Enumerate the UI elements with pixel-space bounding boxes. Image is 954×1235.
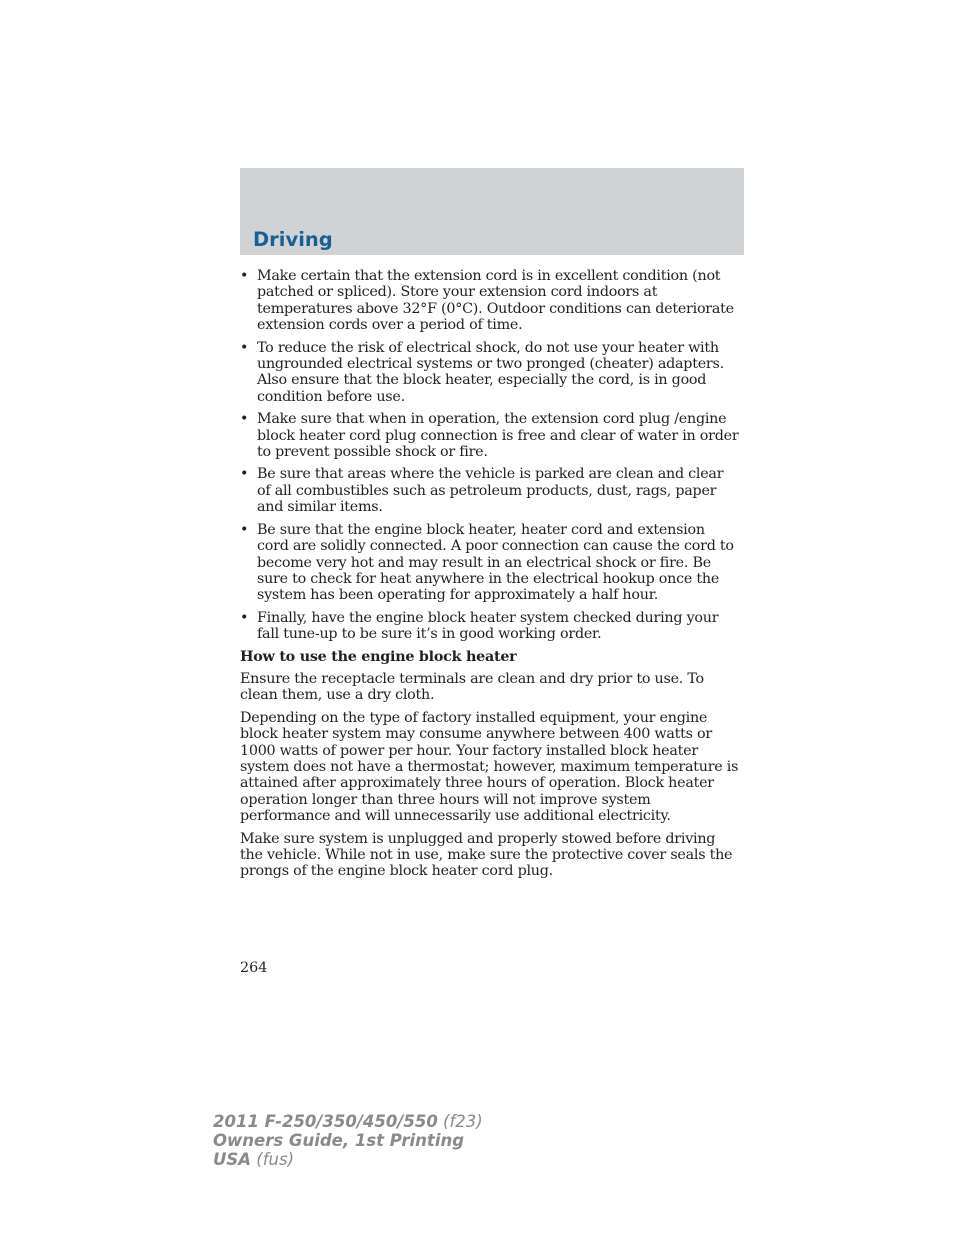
bullet-icon: •	[240, 411, 249, 428]
footer-model-code: (f23)	[437, 1112, 483, 1131]
footer-market: USA	[213, 1150, 252, 1169]
bullet-item	[240, 411, 740, 460]
paragraph: Depending on the type of factory installed equipment, your engine block heater system may consume anywhere between 400 watts or 1000 watts of power per hour. Your factory installed block heater system does not have a thermostat; however, maximum temperature is attained after approximately three hours of operation. Block heater operation longer than three hours will not improve system performance and will unnecessarily use additional electricity.	[240, 709, 739, 825]
footer-line-3	[213, 1150, 483, 1169]
page-number: 264	[240, 960, 268, 976]
bullet-text: Finally, have the engine block heater system checked during your fall tune-up to be sure it’s in good working order.	[257, 609, 719, 643]
bullet-text: Be sure that the engine block heater, heater cord and extension cord are solidly connected. A poor connection can cause the cord to become very hot and may result in an electrical shock or fire. Be sure to check for heat anywhere in the electrical hookup once the system has been operating for approximately a half hour.	[257, 521, 734, 604]
bullet-item	[240, 268, 740, 334]
bullet-icon: •	[240, 466, 249, 483]
section-header-band	[240, 168, 744, 255]
bullet-text: Make certain that the extension cord is in excellent condition (not patched or spliced). Store your extension cord indoors at temperatures above 32°F (0°C). Outdoor conditions can deteriorate extension cords over a period of time.	[257, 268, 734, 334]
bullet-icon: •	[240, 609, 249, 626]
bullet-item	[240, 610, 740, 643]
bullet-text: To reduce the risk of electrical shock, do not use your heater with ungrounded electrical systems or two pronged (cheater) adapters. Also ensure that the block heater, especially the cord, is in good condition before use.	[257, 339, 724, 405]
bullet-icon: •	[240, 521, 249, 538]
bullet-item	[240, 340, 740, 406]
bullet-list	[240, 268, 740, 643]
paragraph: Ensure the receptacle terminals are clean and dry prior to use. To clean them, use a dry cloth.	[240, 670, 704, 704]
bullet-icon: •	[240, 268, 249, 284]
bullet-text: Make sure that when in operation, the extension cord plug /engine block heater cord plug connection is free and clear of water in order to prevent possible shock or fire.	[257, 411, 739, 461]
footer-model: 2011 F-250/350/450/550	[213, 1112, 438, 1131]
document-footer	[213, 1112, 483, 1169]
bullet-item	[240, 466, 740, 515]
subheading: How to use the engine block heater	[240, 648, 517, 665]
bullet-text: Be sure that areas where the vehicle is parked are clean and clear of all combustibles such as petroleum products, dust, rags, paper and similar items.	[257, 466, 724, 516]
page-content	[240, 268, 740, 886]
bullet-item	[240, 522, 740, 604]
footer-line-1	[213, 1112, 483, 1131]
section-title: Driving	[253, 228, 333, 251]
bullet-icon: •	[240, 339, 249, 356]
footer-line-2	[213, 1131, 483, 1150]
paragraph: Make sure system is unplugged and properly stowed before driving the vehicle. While not in use, make sure the protective cover seals the prongs of the engine block heater cord plug.	[240, 830, 733, 880]
footer-market-code: (fus)	[251, 1150, 295, 1169]
footer-guide: Owners Guide, 1st Printing	[213, 1131, 465, 1150]
